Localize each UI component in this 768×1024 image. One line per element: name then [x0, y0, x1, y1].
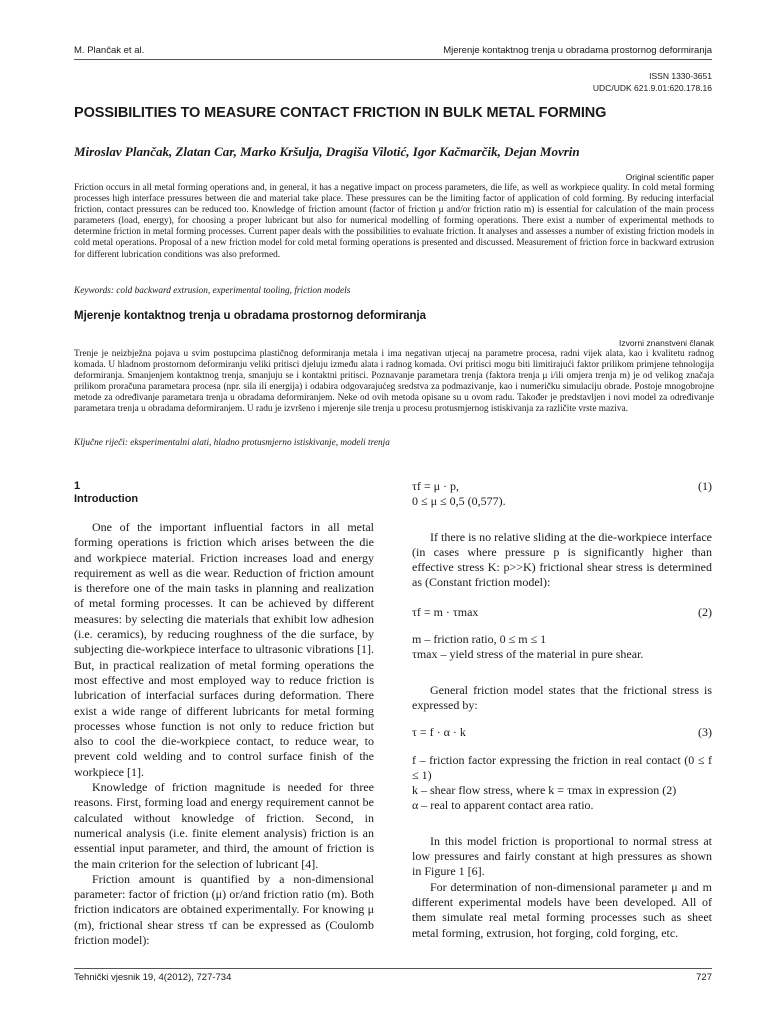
section-heading: Introduction: [74, 493, 139, 505]
equation-definition: k – shear flow stress, where k = τmax in expression (2): [412, 783, 677, 798]
page-number: 727: [696, 972, 712, 983]
abstract-en: Friction occurs in all metal forming operations and, in general, it has a negative impact on process parameters, die life, as well as workpiece quality. In cold metal forming processes high interface pressures between die and material take place. These pressures can be the limiting factor of application of cold forming. By reducing interfacial friction, contact pressures can be reduced too. Knowledge of friction amount (factor of friction μ and/or friction ratio m) is essential for calculation of the main process parameters (load, energy), for choosing a proper lubricant but also for numerical modelling of forming operations. There exist a number of experimental methods to determine friction in metal forming processes. Current paper deals with the possibilities to evaluate friction. It analyses and assesses a number of existing friction models in cold metal operations. Proposal of a new friction model for cold metal forming operations is presented and discussed. Measurement of friction force in backward extrusion for different lubrication conditions was also preformed.: [74, 183, 714, 260]
running-head-authors: M. Plančak et al.: [74, 45, 145, 56]
section-number: 1: [74, 480, 81, 492]
running-header: [74, 42, 712, 60]
keywords-en: Keywords: cold backward extrusion, experimental tooling, friction models: [74, 286, 351, 296]
right-column: [412, 479, 712, 941]
equation-condition: 0 ≤ μ ≤ 0,5 (0,577).: [412, 494, 506, 509]
title-croatian: Mjerenje kontaktnog trenja u obradama prostornog deformiranja: [74, 310, 427, 322]
paragraph: One of the important influential factors in all metal forming operations is friction which arises between the die and workpiece material. Friction increases load and energy requirement as well as die wear. Reduction of friction amount is therefore one of the main tasks in planning and realization of metal forming processes. It can be achieved by different measures: by selecting die materials that exhibit low adhesion (i.e. ceramics), by reducing roughness of the die surface, by subjecting die-workpiece interface to ultrasonic vibrations [1]. But, in practical realization of metal forming operations the most effective and most employed way to reduce friction is lubrication of interfacial surfaces during deformation. There exist a wide range of different lubricants for metal forming processes whose function is not only to reduce friction but also to cool the die-workpiece contact, to reduce wear, to prevent cold welding and to control surface finish of the workpiece [1].: [74, 520, 374, 779]
paragraph: For determination of non-dimensional parameter μ and m different experimental models have been developed. All of them simulate real metal forming processes such as sheet metal forming, extrusion, hot forging, cold forging, etc.: [412, 879, 712, 940]
equation-definition: f – friction factor expressing the friction in real contact (0 ≤ f ≤ 1): [412, 752, 712, 782]
equation-number: (1): [698, 479, 712, 493]
paper-type-en: Original scientific paper: [625, 172, 714, 182]
paragraph: Knowledge of friction magnitude is needed for three reasons. First, forming load and energy requirement cannot be calculated without knowledge of friction. Second, in numerical analysis (i.e. finite element analysis) friction is an essential input parameter, and third, the amount of friction is the main criterion for the selection of lubricant [4].: [74, 780, 374, 871]
equation-text: τ = f · α · k: [412, 725, 466, 740]
udc: UDC/UDK 621.9.01:620.178.16: [592, 83, 712, 93]
equation-1: [412, 479, 712, 494]
running-head-title: Mjerenje kontaktnog trenja u obradama prostornog deformiranja: [443, 45, 712, 56]
equation-3: [412, 725, 712, 740]
page-footer: [74, 968, 712, 983]
paper-authors: Miroslav Plančak, Zlatan Car, Marko Kršulja, Dragiša Vilotić, Igor Kačmarčik, Dejan Movrin: [74, 144, 580, 159]
equation-text: τf = m · τmax: [412, 604, 479, 619]
equation-text: τf = μ · p,: [412, 479, 460, 493]
equation-number: (2): [698, 604, 712, 619]
paragraph: General friction model states that the frictional stress is expressed by:: [412, 682, 712, 712]
keywords-hr: Ključne riječi: eksperimentalni alati, hladno protusmjerno istiskivanje, modeli trenja: [74, 438, 390, 448]
issn: ISSN 1330-3651: [649, 71, 712, 81]
equation-number: (3): [698, 725, 712, 740]
equation-definition: α – real to apparent contact area ratio.: [412, 798, 594, 813]
paper-type-hr: Izvorni znanstveni članak: [619, 338, 714, 348]
equation-definition: τmax – yield stress of the material in pure shear.: [412, 647, 644, 662]
paper-title: POSSIBILITIES TO MEASURE CONTACT FRICTION IN BULK METAL FORMING: [74, 105, 607, 121]
paragraph: If there is no relative sliding at the die-workpiece interface (in cases where pressure p is significantly higher than effective stress K: p>>K) frictional shear stress is determined as (Constant friction model):: [412, 529, 712, 590]
equation-definition: m – friction ratio, 0 ≤ m ≤ 1: [412, 632, 547, 647]
issn-block: [593, 70, 712, 94]
equation-2: [412, 605, 712, 620]
left-column: [74, 520, 374, 948]
abstract-hr: Trenje je neizbježna pojava u svim postupcima plastičnog deformiranja metala i ima negativan utjecaj na parametre procesa, radni vijek alata, kao i kvalitetu radnog komada. U hladnom prostornom deformiranju veliki pritisci djeluju između alata i radnog komada. Ovi pritisci mogu biti limitirajući faktor prilikom primjene tehnologija deformiranja. Smanjenjem kontaktnog trenja, smanjuju se i kontaktni pritisci. Poznavanje parametara trenja (faktora trenja μ i/ili omjera trenja m) je od velikog značaja prilikom proračuna parametara procesa (npr. sila ili energija) i odabira odgovarajućeg sredstva za podmazivanje, kao i numeričku simulaciju obrade. Postoje mnogobrojne metode za određivanje parametara trenja u obradama deformiranjem. Neke od ovih metoda opisane su u ovom radu. Također je predstavljen i novi model za određivanje parametara trenja u obradama deformiranjem. U radu je izvršeno i mjerenje sile trenja u procesu protusmjernog istiskivanja za različite vrste maziva.: [74, 349, 714, 415]
paragraph: Friction amount is quantified by a non-dimensional parameter: factor of friction (μ) or/and friction ratio (m). Both friction indicators are obtained experimentally. For knowing μ (m), frictional shear stress τf can be expressed as (Coulomb friction model):: [74, 871, 374, 948]
paragraph: In this model friction is proportional to normal stress at low pressures and fairly constant at high pressures as shown in Figure 1 [6].: [412, 833, 712, 879]
journal-citation: Tehnički vjesnik 19, 4(2012), 727-734: [74, 972, 232, 983]
